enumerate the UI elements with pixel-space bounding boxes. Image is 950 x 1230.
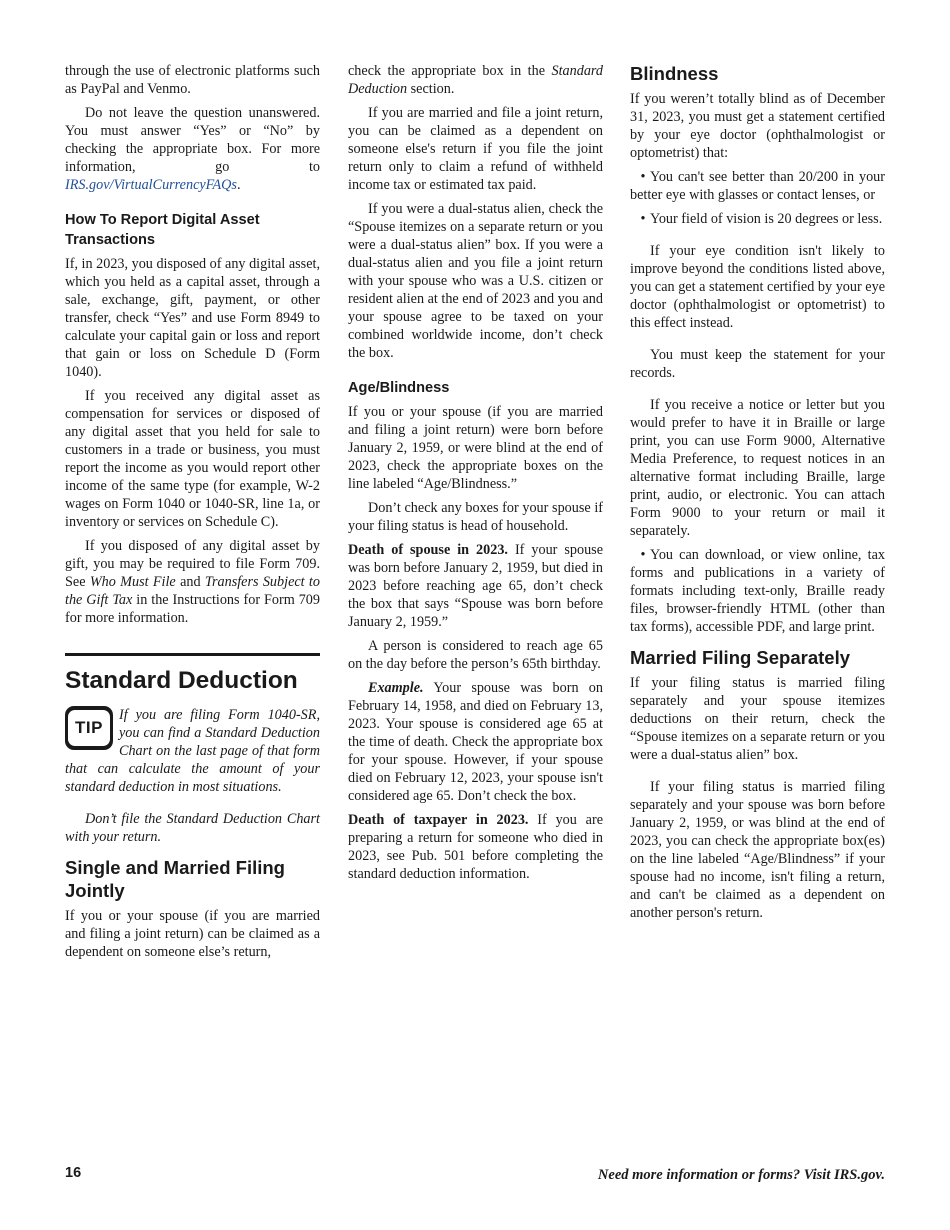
- heading-single-married: Single and Married Filing Jointly: [65, 857, 285, 901]
- paragraph: If you weren’t totally blind as of December 31, 2023, you must get a statement certified by your eye doctor (ophthalmologist or optometrist) that:: [630, 91, 885, 161]
- text: Your spouse was born on February 14, 1958, and died on February 13, 2023. Your spouse is considered age 65 at the time of death. Check the appropriate box for your spouse. However, if your spouse died on February 12, 2023, your spouse isn't considered age 65. Don’t check the box.: [348, 680, 603, 804]
- paragraph: If your eye condition isn't likely to improve beyond the conditions listed above, you can get a statement certified by your eye doctor (ophthalmologist or optometrist) to this effect instead.: [630, 243, 885, 331]
- text: If you are preparing a return for someone who died in 2023, see Pub. 501 before completing the standard deduction information.: [348, 812, 603, 882]
- paragraph: Don’t check any boxes for your spouse if your filing status is head of household.: [348, 500, 603, 534]
- paragraph: [65, 104, 320, 194]
- bullet-item: [630, 210, 885, 228]
- paragraph: If, in 2023, you disposed of any digital asset, which you held as a capital asset, through a sale, exchange, gift, payment, or other transfer, check “Yes” and use Form 8949 to calculate your capital gain or loss and report that gain or loss on Schedule D (Form 1040).: [65, 256, 320, 380]
- tip-label: TIP: [68, 710, 110, 746]
- paragraph: If you are married and file a joint return, you can be claimed as a dependent on someone else's return if you file the joint return only to claim a refund of withheld income tax or estimated tax paid.: [348, 105, 603, 193]
- text: Death of spouse in 2023.: [348, 542, 508, 558]
- paragraph: [348, 679, 603, 805]
- text: If you disposed of any digital asset by gift, you may be required to file Form 709. See: [65, 538, 320, 590]
- paragraph: through the use of electronic platforms such as PayPal and Venmo.: [65, 63, 320, 97]
- tip-box: [65, 706, 320, 846]
- heading-blindness: Blindness: [630, 63, 719, 84]
- text: .: [236, 177, 241, 193]
- bullet-item: [630, 546, 885, 636]
- bullet-icon: •: [640, 211, 646, 227]
- irs-virtual-currency-link[interactable]: IRS.gov/VirtualCurrencyFAQs: [65, 177, 237, 193]
- heading-married-filing-separately: Married Filing Separately: [630, 647, 851, 668]
- tip-text: If you are filing Form 1040-SR, you can find a Standard Deduction Chart on the last page of that form that can calculate the amount of your standard deduction in most situations.: [65, 707, 320, 795]
- column-1: [65, 62, 320, 967]
- text: You can download, or view online, tax forms and publications in a variety of formats including text-only, Braille ready files, browser-friendly HTML (other than tax forms), accessible PDF, and large print.: [630, 547, 885, 635]
- text: Do not leave the question unanswered. You must answer “Yes” or “No” by checking the appropriate box. For more information, go to: [65, 105, 320, 175]
- heading-digital-asset: How To Report Digital Asset Transactions: [65, 212, 260, 248]
- paragraph: [348, 811, 603, 883]
- paragraph: [348, 541, 603, 631]
- paragraph: If you receive a notice or letter but you would prefer to have it in Braille or large print, you can use Form 9000, Alternative Media Preference, to request notices in an alternative format including Braille, large print, audio, or electronic. You can attach Form 9000 to your return or mail it separately.: [630, 397, 885, 539]
- text: Death of taxpayer in 2023.: [348, 812, 529, 828]
- text: in the Instructions for Form 709 for more information.: [65, 592, 320, 626]
- tip-icon: [65, 706, 113, 750]
- text: and: [175, 574, 205, 590]
- text: You can't see better than 20/200 in your better eye with glasses or contact lenses, or: [630, 169, 885, 203]
- page-number: 16: [65, 1165, 82, 1181]
- text: Who Must File: [89, 574, 176, 590]
- paragraph: If you were a dual-status alien, check the “Spouse itemizes on a separate return or you were a dual-status alien” box. If you were a dual-status alien and you file a joint return with your spouse who was a U.S. citizen or resident alien at the end of 2023 and you and your spouse agree to be taxed on your combined worldwide income, don’t check the box.: [348, 201, 603, 361]
- footer-text: Need more information or forms? Visit IRS.gov.: [597, 1167, 885, 1183]
- text: Standard Deduction: [348, 63, 603, 97]
- text: section.: [407, 81, 455, 97]
- bullet-item: [630, 168, 885, 204]
- bullet-icon: •: [640, 169, 646, 185]
- heading-age-blindness: Age/Blindness: [348, 380, 450, 396]
- paragraph: If your filing status is married filing separately and your spouse was born before January 2, 1959, or was blind at the end of 2023, you can check the appropriate box(es) on the line labeled “Age/Blindness” if your spouse had no income, isn't filing a return, and can't be claimed as a dependent on another person's return.: [630, 779, 885, 921]
- paragraph: If you or your spouse (if you are married and filing a joint return) were born before January 2, 1959, or were blind at the end of 2023, check the appropriate boxes on the line labeled “Age/Blindness.”: [348, 404, 603, 492]
- paragraph: If you received any digital asset as compensation for services or disposed of any digital asset that you held for sale to customers in a trade or business, you must report the income as you would report other income of the same type (for example, W-2 wages on Form 1040 or 1040-SR, line 1a, or inventory or services on Schedule C).: [65, 388, 320, 530]
- paragraph: [65, 537, 320, 627]
- heading-standard-deduction: Standard Deduction: [65, 667, 298, 694]
- section-divider: [65, 653, 320, 656]
- tip-text-2: Don’t file the Standard Deduction Chart with your return.: [65, 811, 320, 845]
- paragraph: A person is considered to reach age 65 on the day before the person’s 65th birthday.: [348, 638, 603, 672]
- text: Your field of vision is 20 degrees or less.: [650, 211, 883, 227]
- text: check the appropriate box in the: [348, 63, 552, 79]
- paragraph: If your filing status is married filing separately and your spouse itemizes deductions on their return, check the “Spouse itemizes on a separate return or you were a dual-status alien” box.: [630, 675, 885, 763]
- column-2: [348, 62, 603, 889]
- paragraph: [348, 62, 603, 98]
- text: Transfers Subject to the Gift Tax: [65, 574, 320, 608]
- paragraph: If you or your spouse (if you are married and filing a joint return) can be claimed as a dependent on someone else’s return,: [65, 908, 320, 960]
- bullet-icon: •: [640, 547, 646, 563]
- text: Example.: [368, 680, 424, 696]
- paragraph: You must keep the statement for your records.: [630, 347, 885, 381]
- text: If your spouse was born before January 2, 1959, but died in 2023 before reaching age 65, don’t check the box that says “Spouse was born before January 2, 1959.”: [348, 542, 603, 630]
- column-3: [630, 62, 885, 928]
